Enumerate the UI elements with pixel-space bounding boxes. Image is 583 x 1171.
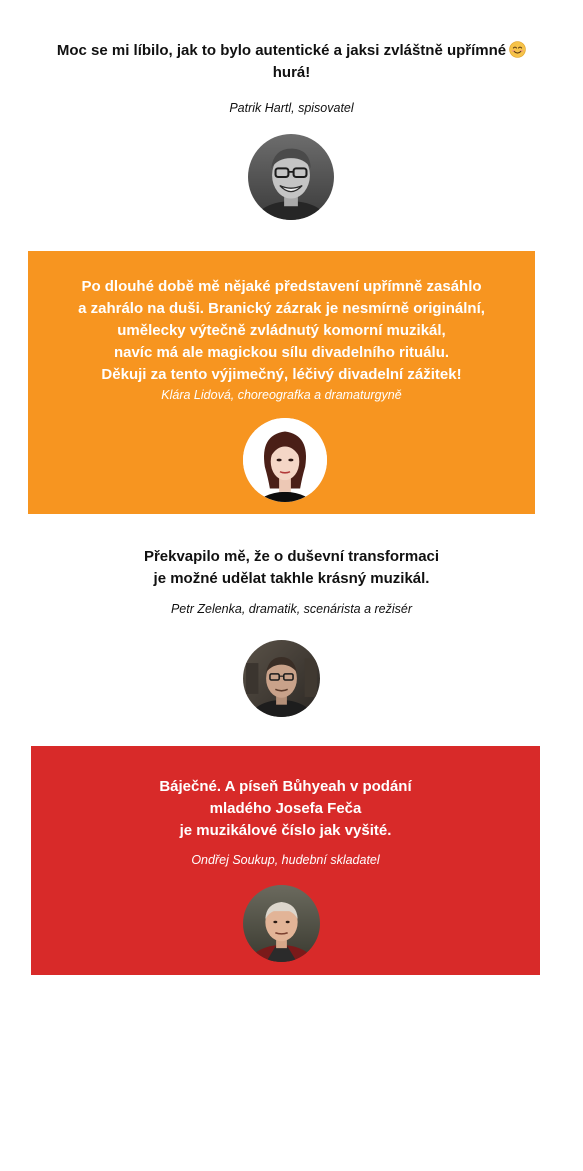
testimonial-author: Ondřej Soukup, hudební skladatel [191, 853, 380, 867]
avatar-petr-zelenka [243, 640, 320, 717]
testimonial-petr-zelenka [0, 535, 583, 730]
avatar-klara-lidova [243, 418, 327, 502]
portrait-photo [243, 418, 327, 502]
testimonial-klara-lidova [28, 251, 535, 514]
avatar-patrik-hartl [248, 134, 334, 220]
testimonial-quote: Po dlouhé době mě nějaké představení upřímně zasáhlo a zahrálo na duši. Branický zázrak je nesmírně originální, umělecky výtečně zvládnutý komorní muzikál, navíc má ale magickou sílu divadelního rituálu. Děkuji za tento výjimečný, léčivý divadelní zážitek! [78, 278, 485, 383]
testimonial-patrik-hartl [0, 0, 583, 240]
quote-text: Moc se mi líbilo, jak to bylo autentické a jaksi zvláštně upřímné [56, 42, 507, 59]
testimonial-quote [30, 40, 553, 84]
testimonial-author: Petr Zelenka, dramatik, scenárista a režisér [170, 602, 413, 616]
testimonial-author: Klára Lidová, choreografka a dramaturgyně [161, 388, 402, 402]
smiling-face-icon [509, 41, 526, 58]
testimonial-ondrej-soukup [31, 746, 540, 975]
portrait-photo [248, 134, 334, 220]
portrait-photo [243, 885, 320, 962]
testimonial-quote: Báječné. A píseň Bůhyeah v podání mladého Josefa Feča je muzikálové číslo jak vyšité. [159, 778, 412, 839]
portrait-photo [243, 640, 320, 717]
testimonial-quote: Překvapilo mě, že o duševní transformaci je možné udělat takhle krásný muzikál. [143, 548, 440, 587]
quote-text-end: hurá! [272, 64, 311, 81]
testimonial-author: Patrik Hartl, spisovatel [229, 101, 354, 115]
avatar-ondrej-soukup [243, 885, 320, 962]
